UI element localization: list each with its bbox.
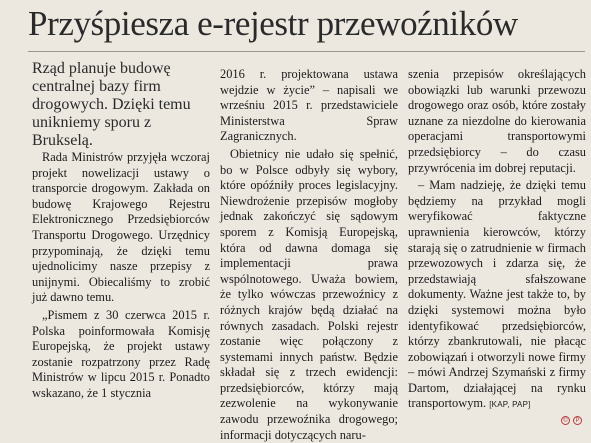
headline: Przyśpiesza e-rejestr przewoźników [28,4,518,43]
quote-text: – Mam nadzieję, że dzięki temu będziemy na przykład mogli weryfikować faktyczne uprawnienia kierowców, którzy starają się o zatrudnienie w firmach przewozowych i zdarza się, że przedstawiają sfałszowane dokumenty. Ważne jest także to, by dzięki systemowi można było identyfikować przedsiębiorców, którzy zbankrutowali, nie płacąc zobowiązań i otworzyli nowe firmy – mówi Andrzej Szymański z firmy Dartom, działającej na rynku transportowym. [408,178,586,411]
column-2 [220,67,398,443]
column-1 [32,60,210,402]
copyright-icon: © [561,416,570,425]
body-paragraph: 2016 r. projektowana ustawa wejdzie w życie” – napisali we wrześniu 2015 r. przedstawiciele Ministerstwa Spraw Zagranicznych. [220,67,398,144]
p-mark-icon: P [573,416,582,425]
headline-rule [28,51,585,52]
source-credit: [KAP, PAP] [489,400,531,410]
body-paragraph: „Pismem z 30 czerwca 2015 r. Polska poinformowała Komisję Europejską, że projekt ustawy zostanie rozpatrzony przez Radę Ministrów w lipcu 2015 r. Ponadto wskazano, że 1 stycznia [32,307,210,400]
body-paragraph: Obietnicy nie udało się spełnić, bo w Polsce odbyły się wybory, które opóźniły proces legislacyjny. Niewdrożenie przepisów mogłoby jednak zakończyć się sądowym sporem z Komisją Europejską, która od dawna domaga się implementacji prawa wspólnotowego. Uważa bowiem, że tylko wówczas przewoźnicy z różnych krajów będą działać na równych zasadach. Polski rejestr zostanie więc połączony z systemami innych państw. Będzie składał się z trzech ewidencji: przedsiębiorców, którzy mają zezwolenie na wykonywanie zawodu przewoźnika drogowego; informacji dotyczących naru- [220,146,398,442]
column-3 [408,67,586,413]
body-paragraph: szenia przepisów określających obowiązki lub warunki przewozu drogowego oraz osób, które zostały uznane za niezdolne do kierowania operacjami transportowymi przedsiębiorcy – do czasu przywrócenia im dobrej reputacji. [408,67,586,175]
body-paragraph: Rada Ministrów przyjęła wczoraj projekt nowelizacji ustawy o transporcie drogowym. Zakłada on budowę Krajowego Rejestru Elektronicznego Przedsiębiorców Transportu Drogowego. Urzędnicy przypominają, że dzięki temu ujednolicimy nasze przepisy z unijnymi. Obiecaliśmy to zrobić już dawno temu. [32,150,210,305]
body-paragraph [408,178,586,413]
publisher-mark [561,416,583,426]
lead-paragraph: Rząd planuje budowę centralnej bazy firm drogowych. Dzięki temu unikniemy sporu z Brukselą. [32,60,191,149]
